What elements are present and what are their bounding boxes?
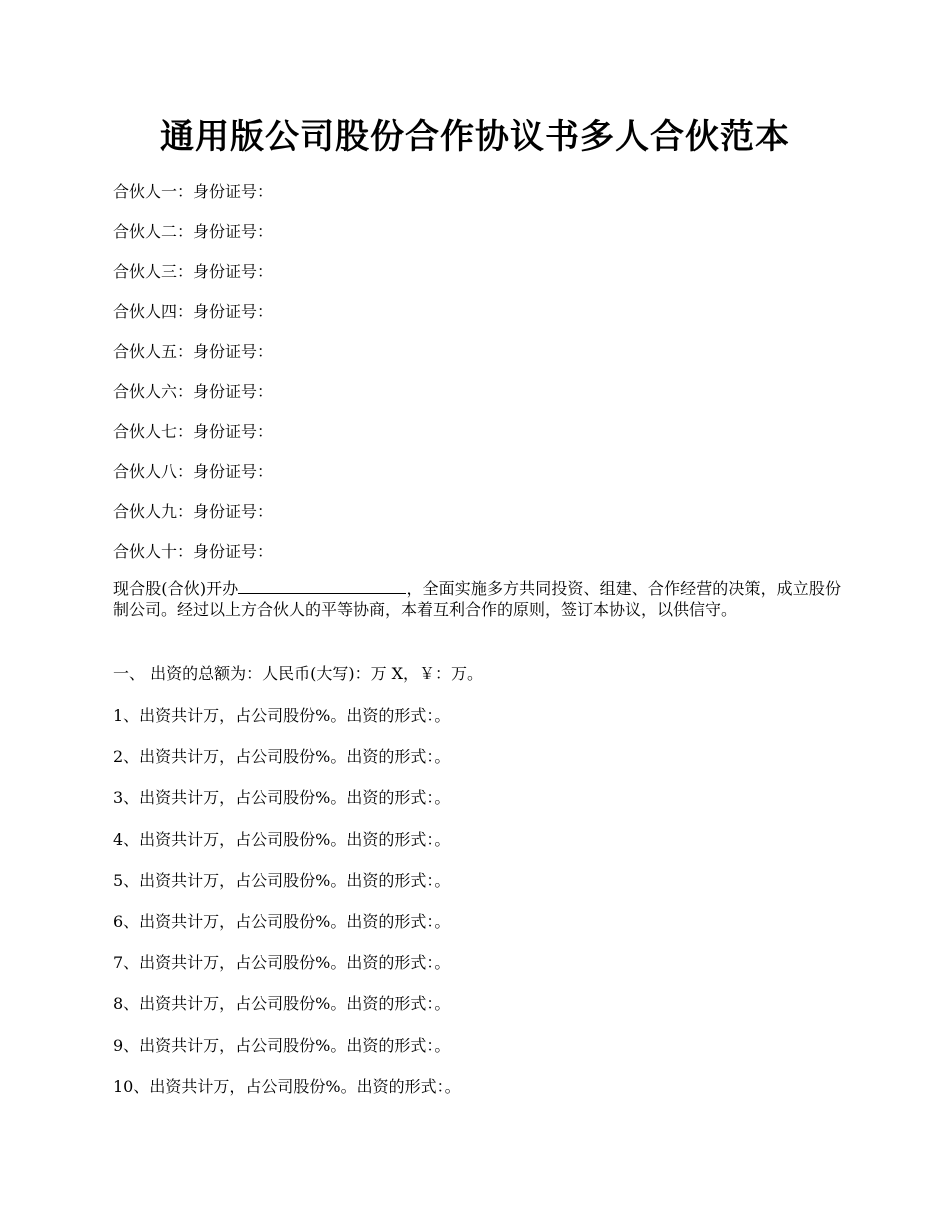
contribution-line: 4、出资共计万，占公司股份%。出资的形式：。 bbox=[113, 829, 451, 849]
contribution-line: 8、出资共计万，占公司股份%。出资的形式：。 bbox=[113, 994, 451, 1014]
partner-line: 合伙人八：身份证号： bbox=[113, 462, 274, 481]
intro-text-start: 现合股(合伙)开办 bbox=[113, 579, 239, 598]
partner-line: 合伙人十：身份证号： bbox=[113, 542, 274, 561]
partner-line: 合伙人三：身份证号： bbox=[113, 262, 274, 281]
partner-line: 合伙人二：身份证号： bbox=[113, 222, 274, 241]
partner-line: 合伙人五：身份证号： bbox=[113, 342, 274, 361]
partner-line: 合伙人九：身份证号： bbox=[113, 502, 274, 521]
partner-line: 合伙人一：身份证号： bbox=[113, 182, 274, 201]
contribution-line: 5、出资共计万，占公司股份%。出资的形式：。 bbox=[113, 870, 451, 890]
contribution-line: 9、出资共计万，占公司股份%。出资的形式：。 bbox=[113, 1035, 451, 1055]
intro-paragraph bbox=[113, 578, 841, 620]
contribution-line: 7、出资共计万，占公司股份%。出资的形式：。 bbox=[113, 953, 451, 973]
partner-line: 合伙人四：身份证号： bbox=[113, 302, 274, 321]
partner-line: 合伙人七：身份证号： bbox=[113, 422, 274, 441]
contribution-list bbox=[113, 704, 843, 1116]
contribution-line: 6、出资共计万，占公司股份%。出资的形式：。 bbox=[113, 911, 451, 931]
contribution-line: 1、出资共计万，占公司股份%。出资的形式：。 bbox=[113, 706, 451, 725]
partner-line: 合伙人六：身份证号： bbox=[113, 382, 274, 401]
document-title: 通用版公司股份合作协议书多人合伙范本 bbox=[160, 117, 790, 157]
total-investment-clause: 一、 出资的总额为：人民币(大写)：万 X，￥：万。 bbox=[113, 664, 484, 683]
fill-in-blank bbox=[238, 578, 406, 594]
contribution-line: 2、出资共计万，占公司股份%。出资的形式：。 bbox=[113, 747, 451, 767]
contribution-line: 10、出资共计万，占公司股份%。出资的形式：。 bbox=[113, 1076, 461, 1096]
contribution-line: 3、出资共计万，占公司股份%。出资的形式：。 bbox=[113, 788, 451, 808]
partner-list bbox=[113, 180, 843, 580]
intro-text-end: ，全面实施多方共同投资、组建、合作经营的决策，成立股份制公司。经过以上方合伙人的平等协商，本着互利合作的原则，签订本协议，以供信守。 bbox=[113, 579, 841, 619]
